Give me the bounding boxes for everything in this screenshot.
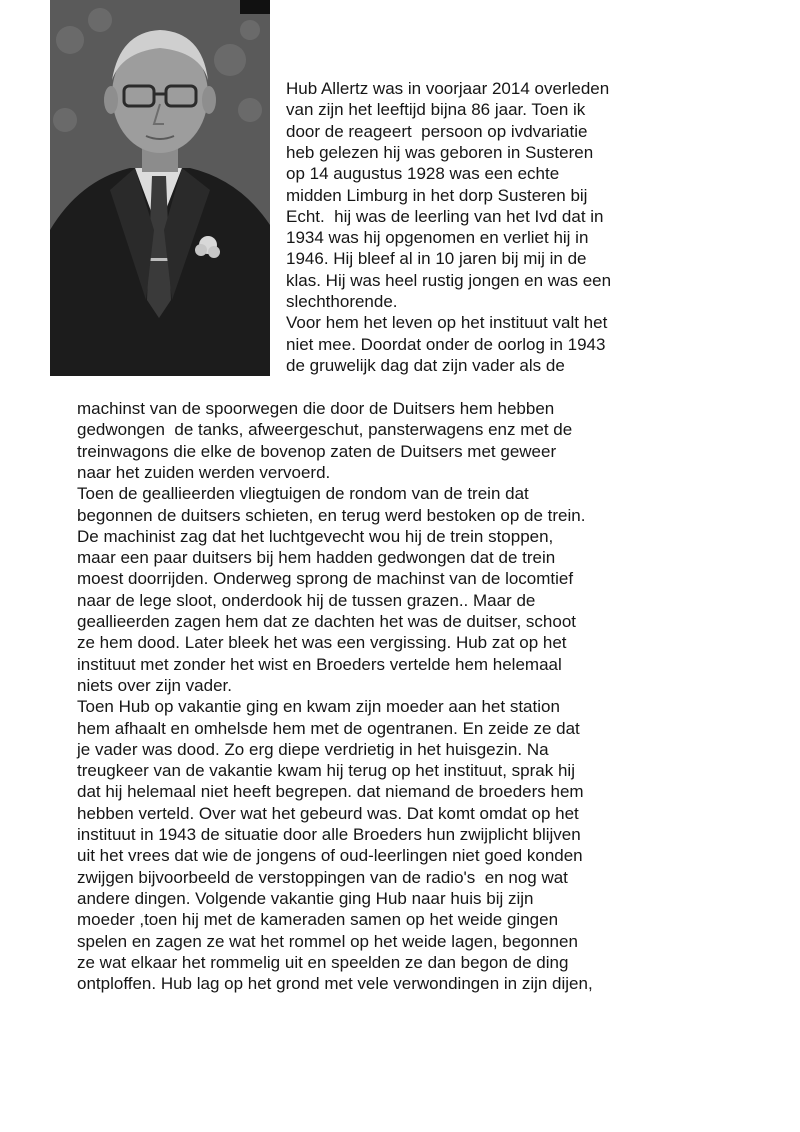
text-line: Voor hem het leven op het instituut valt het <box>286 313 608 333</box>
text-line: De machinist zag dat het luchtgevecht wou hij de trein stoppen, <box>77 526 554 546</box>
text-line: treinwagons die elke de bovenop zaten de Duitsers met geweer <box>77 441 557 461</box>
text-line: Toen de geallieerden vliegtuigen de rondom van de trein dat <box>77 484 529 504</box>
text-line: hem afhaalt en omhelsde hem met de ogentranen. En zeide ze dat <box>77 718 580 738</box>
text-line: instituut in 1943 de situatie door alle Broeders hun zwijplicht blijven <box>77 825 581 844</box>
text-line: van zijn het leeftijd bijna 86 jaar. Toen ik <box>286 100 586 120</box>
text-line: ze wat elkaar het rommelig uit en speelden ze dan begon de ding <box>77 952 569 972</box>
text-line: klas. Hij was heel rustig jongen en was een <box>286 270 612 290</box>
text-line: andere dingen. Volgende vakantie ging Hub naar huis bij zijn <box>77 888 534 908</box>
text-line: 1946. Hij bleef al in 10 jaren bij mij in de <box>286 249 587 269</box>
text-line: niet mee. Doordat onder de oorlog in 1943 <box>286 334 606 354</box>
text-line: moeder ,toen hij met de kameraden samen op het weide gingen <box>77 910 559 930</box>
text-line: Echt. hij was de leerling van het Ivd dat in <box>286 206 604 226</box>
text-line: je vader was dood. Zo erg diepe verdrietig in het huisgezin. Na <box>77 739 549 759</box>
text-line: 1934 was hij opgenomen en verliet hij in <box>286 228 589 248</box>
text-line: op 14 augustus 1928 was een echte <box>286 164 560 184</box>
text-line: niets over zijn vader. <box>77 675 232 695</box>
portrait-illustration <box>50 0 270 376</box>
text-line: heb gelezen hij was geboren in Susteren <box>286 142 594 162</box>
text-line: ze hem dood. Later bleek het was een vergissing. Hub zat op het <box>77 633 567 653</box>
portrait-photo <box>50 0 270 376</box>
text-line: naar de lege sloot, onderdook hij de tussen grazen.. Maar de <box>77 590 536 610</box>
text-line: geallieerden zagen hem dat ze dachten het was de duitser, schoot <box>77 612 577 631</box>
text-line: zwijgen bijvoorbeeld de verstoppingen van de radio's en nog wat <box>77 867 568 887</box>
text-line: door de reageert persoon op ivdvariatie <box>286 121 588 141</box>
text-line: de gruwelijk dag dat zijn vader als de <box>286 355 565 375</box>
text-line: slechthorende. <box>286 292 398 311</box>
text-line: Hub Allertz was in voorjaar 2014 overleden <box>286 79 610 98</box>
text-line: ontploffen. Hub lag op het grond met vele verwondingen in zijn dijen, <box>77 974 593 994</box>
text-line: naar het zuiden werden vervoerd. <box>77 462 331 482</box>
text-line: spelen en zagen ze wat het rommel op het weide lagen, begonnen <box>77 931 578 951</box>
text-line: gedwongen de tanks, afweergeschut, pansterwagens enz met de <box>77 420 573 440</box>
text-line: Toen Hub op vakantie ging en kwam zijn moeder aan het station <box>77 697 560 717</box>
text-line: maar een paar duitsers bij hem hadden gedwongen dat de trein <box>77 548 556 568</box>
text-line: moest doorrijden. Onderweg sprong de machinst van de locomtief <box>77 569 574 589</box>
text-line: begonnen de duitsers schieten, en terug werd bestoken op de trein. <box>77 505 586 525</box>
text-line: uit het vrees dat wie de jongens of oud-leerlingen niet goed konden <box>77 846 583 866</box>
text-line: dat hij helemaal niet heeft begrepen. dat niemand de broeders hem <box>77 782 584 802</box>
text-line: midden Limburg in het dorp Susteren bij <box>286 185 588 205</box>
text-line: machinst van de spoorwegen die door de Duitsers hem hebben <box>77 399 555 418</box>
text-line: instituut met zonder het wist en Broeders vertelde hem helemaal <box>77 654 562 674</box>
text-line: hebben verteld. Over wat het gebeurd was. Dat komt omdat op het <box>77 803 579 823</box>
text-line: treugkeer van de vakantie kwam hij terug op het instituut, sprak hij <box>77 761 575 781</box>
